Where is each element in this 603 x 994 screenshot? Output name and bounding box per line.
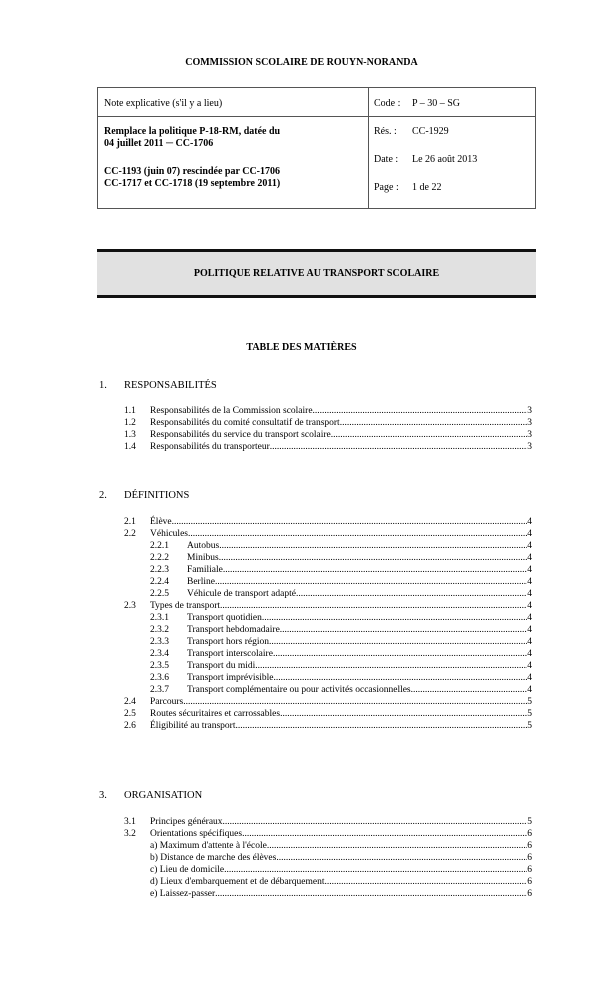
entry-page: 3 — [527, 418, 532, 428]
entry-page: 4 — [527, 649, 532, 659]
entry-page: 4 — [527, 673, 532, 683]
toc-entry[interactable] — [124, 517, 532, 529]
entry-number: 2.2 — [124, 529, 136, 539]
entry-text: c) Lieu de domicile — [150, 865, 225, 875]
entry-text: Responsabilités de la Commission scolaire — [150, 406, 313, 416]
entry-page: 4 — [527, 661, 532, 671]
toc-entry[interactable] — [150, 685, 532, 697]
entry-number: 2.3 — [124, 601, 136, 611]
leader-dots — [267, 841, 527, 853]
toc-entry[interactable] — [124, 721, 532, 733]
entry-number: 2.3.7 — [150, 685, 169, 695]
entry-page: 4 — [527, 517, 532, 527]
replace-line-2: 04 juillet 2011 ─ CC-1706 — [104, 138, 214, 149]
leader-dots — [219, 553, 528, 565]
toc-entry[interactable] — [124, 406, 532, 418]
section-title: RESPONSABILITÉS — [124, 380, 217, 391]
entry-page: 6 — [527, 841, 532, 851]
policy-title-banner — [97, 249, 536, 298]
entry-text: Transport complémentaire ou pour activités occasionnelles — [187, 685, 411, 695]
entry-number: 2.2.2 — [150, 553, 169, 563]
toc-entry[interactable] — [150, 865, 532, 877]
date-value: Le 26 août 2013 — [412, 154, 478, 165]
entry-page: 4 — [527, 601, 532, 611]
entry-page: 6 — [527, 829, 532, 839]
section-number: 3. — [99, 790, 107, 801]
entry-number: 1.3 — [124, 430, 136, 440]
section-title: DÉFINITIONS — [124, 490, 190, 501]
entry-text: b) Distance de marche des élèves — [150, 853, 277, 863]
toc-entry[interactable] — [150, 625, 532, 637]
entry-page: 3 — [527, 442, 532, 452]
entry-text: Élève — [150, 517, 172, 527]
entry-text: Types de transport — [150, 601, 221, 611]
toc-entry[interactable] — [150, 577, 532, 589]
entry-page: 5 — [527, 697, 532, 707]
entry-page: 3 — [527, 430, 532, 440]
entry-number: 2.3.5 — [150, 661, 169, 671]
replace-line-1: Remplace la politique P-18-RM, datée du — [104, 126, 281, 137]
toc-entry[interactable] — [124, 709, 532, 721]
leader-dots — [270, 442, 527, 454]
entry-number: 2.3.4 — [150, 649, 169, 659]
toc-entry[interactable] — [150, 877, 532, 889]
leader-dots — [255, 661, 527, 673]
rescinded-line-2: CC-1717 et CC-1718 (19 septembre 2011) — [104, 178, 281, 189]
entry-number: 2.3.1 — [150, 613, 169, 623]
entry-text: Transport imprévisible — [187, 673, 274, 683]
entry-number: 1.4 — [124, 442, 136, 452]
entry-text: Principes généraux — [150, 817, 223, 827]
toc-entry[interactable] — [124, 418, 532, 430]
entry-number: 2.2.4 — [150, 577, 169, 587]
toc-entry[interactable] — [150, 637, 532, 649]
entry-text: Parcours — [150, 697, 184, 707]
toc-entry[interactable] — [150, 553, 532, 565]
toc-entry[interactable] — [124, 430, 532, 442]
entry-text: Orientations spécifiques — [150, 829, 243, 839]
leader-dots — [172, 517, 528, 529]
entry-text: Minibus — [187, 553, 219, 563]
leader-dots — [313, 406, 528, 418]
toc-entry[interactable] — [150, 841, 532, 853]
leader-dots — [223, 565, 527, 577]
leader-dots — [242, 829, 527, 841]
organization-heading: COMMISSION SCOLAIRE DE ROUYN-NORANDA — [185, 57, 418, 68]
entry-text: Familiale — [187, 565, 223, 575]
entry-text: Transport interscolaire — [187, 649, 273, 659]
toc-entry[interactable] — [150, 541, 532, 553]
entry-page: 5 — [527, 709, 532, 719]
toc-entry[interactable] — [150, 673, 532, 685]
leader-dots — [219, 541, 527, 553]
entry-page: 6 — [527, 853, 532, 863]
entry-number: 2.1 — [124, 517, 136, 527]
leader-dots — [273, 673, 527, 685]
entry-page: 5 — [527, 721, 532, 731]
section-number: 1. — [99, 380, 107, 391]
entry-text: Autobus — [187, 541, 220, 551]
toc-entry[interactable] — [124, 817, 532, 829]
entry-text: Transport hors région — [187, 637, 269, 647]
leader-dots — [215, 889, 527, 901]
res-label: Rés. : — [374, 126, 397, 137]
entry-text: e) Laissez-passer — [150, 889, 216, 899]
entry-number: 2.2.5 — [150, 589, 169, 599]
entry-text: Responsabilités du service du transport scolaire — [150, 430, 331, 440]
entry-text: Véhicule de transport adapté — [187, 589, 296, 599]
toc-entry[interactable] — [150, 661, 532, 673]
code-value: P – 30 – SG — [412, 98, 460, 109]
toc-entry[interactable] — [124, 697, 532, 709]
entry-page: 4 — [527, 685, 532, 695]
toc-entry[interactable] — [150, 565, 532, 577]
policy-info-table — [97, 87, 536, 209]
leader-dots — [235, 721, 527, 733]
code-label: Code : — [374, 98, 401, 109]
entry-page: 4 — [527, 625, 532, 635]
toc-entry[interactable] — [150, 649, 532, 661]
leader-dots — [280, 625, 527, 637]
toc-entry[interactable] — [150, 613, 532, 625]
entry-number: 2.6 — [124, 721, 136, 731]
entry-page: 6 — [527, 889, 532, 899]
res-value: CC-1929 — [412, 126, 449, 137]
leader-dots — [220, 601, 527, 613]
toc-entry[interactable] — [150, 853, 532, 865]
entry-text: Responsabilités du comité consultatif de transport — [150, 418, 340, 428]
date-label: Date : — [374, 154, 399, 165]
entry-page: 6 — [527, 865, 532, 875]
entry-number: 2.3.3 — [150, 637, 169, 647]
entry-number: 1.1 — [124, 406, 136, 416]
leader-dots — [340, 418, 528, 430]
entry-text: Véhicules — [150, 529, 188, 539]
entry-page: 4 — [527, 553, 532, 563]
entry-number: 2.3.6 — [150, 673, 169, 683]
entry-text: Transport du midi — [187, 661, 256, 671]
toc-entry[interactable] — [124, 829, 532, 841]
entry-text: Berline — [187, 577, 215, 587]
entry-page: 4 — [527, 589, 532, 599]
entry-page: 4 — [527, 541, 532, 551]
leader-dots — [280, 709, 527, 721]
entry-text: Transport hebdomadaire — [187, 625, 280, 635]
entry-number: 3.2 — [124, 829, 136, 839]
note-label: Note explicative (s'il y a lieu) — [104, 98, 223, 109]
section-title: ORGANISATION — [124, 790, 203, 801]
entry-number: 3.1 — [124, 817, 136, 827]
entry-number: 2.3.2 — [150, 625, 169, 635]
toc-entry[interactable] — [150, 889, 532, 901]
entry-number: 2.4 — [124, 697, 136, 707]
entry-page: 4 — [527, 613, 532, 623]
toc-entry[interactable] — [150, 589, 532, 601]
toc-title: TABLE DES MATIÈRES — [246, 342, 357, 353]
policy-title: POLITIQUE RELATIVE AU TRANSPORT SCOLAIRE — [193, 268, 440, 279]
leader-dots — [223, 817, 528, 829]
toc-entry[interactable] — [124, 601, 532, 613]
entry-number: 2.2.3 — [150, 565, 169, 575]
entry-text: Responsabilités du transporteur — [150, 442, 270, 452]
entry-number: 1.2 — [124, 418, 136, 428]
leader-dots — [269, 637, 527, 649]
leader-dots — [188, 529, 527, 541]
leader-dots — [411, 685, 528, 697]
entry-page: 6 — [527, 877, 532, 887]
leader-dots — [296, 589, 527, 601]
entry-text: Routes sécuritaires et carrossables — [150, 709, 281, 719]
toc-entry[interactable] — [124, 529, 532, 541]
table-vertical-divider — [368, 88, 369, 208]
entry-text: a) Maximum d'attente à l'école — [150, 841, 267, 851]
leader-dots — [183, 697, 527, 709]
entry-number: 2.5 — [124, 709, 136, 719]
entry-number: 2.2.1 — [150, 541, 169, 551]
leader-dots — [331, 430, 528, 442]
leader-dots — [276, 853, 527, 865]
leader-dots — [262, 613, 527, 625]
entry-text: Transport quotidien — [187, 613, 262, 623]
page-label: Page : — [374, 182, 399, 193]
entry-page: 5 — [527, 817, 532, 827]
leader-dots — [215, 577, 527, 589]
leader-dots — [224, 865, 527, 877]
entry-text: Éligibilité au transport — [150, 721, 236, 731]
entry-page: 4 — [527, 529, 532, 539]
page-value: 1 de 22 — [412, 182, 442, 193]
entry-text: d) Lieux d'embarquement et de débarquement — [150, 877, 325, 887]
entry-page: 3 — [527, 406, 532, 416]
leader-dots — [273, 649, 527, 661]
rescinded-line-1: CC-1193 (juin 07) rescindée par CC-1706 — [104, 166, 281, 177]
leader-dots — [325, 877, 528, 889]
section-number: 2. — [99, 490, 107, 501]
entry-page: 4 — [527, 565, 532, 575]
entry-page: 4 — [527, 637, 532, 647]
toc-entry[interactable] — [124, 442, 532, 454]
entry-page: 4 — [527, 577, 532, 587]
table-horizontal-divider — [98, 116, 535, 117]
